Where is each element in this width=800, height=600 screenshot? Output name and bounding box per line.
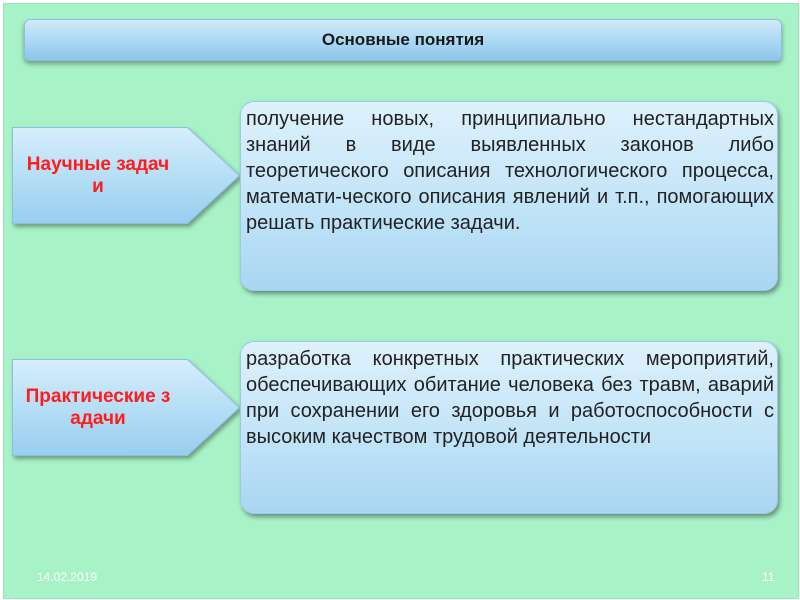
arrow-practical-tasks	[12, 359, 240, 456]
slide-title: Основные понятия	[321, 30, 485, 49]
footer-date: 14.02.2019	[37, 570, 98, 584]
arrow-label-scientific: Научные задачи	[26, 153, 170, 197]
slide	[3, 3, 799, 599]
title-bar	[24, 19, 782, 61]
definition-text-scientific: получение новых, принципиально нестандартных знаний в виде выявленных законов либо теоретического описания технологического процесса, математи-ческого описания явлений и т.п., помогающих решать практические задачи.	[246, 108, 774, 234]
definition-box-scientific	[240, 101, 778, 291]
definition-text-practical: разработка конкретных практических мероприятий, обеспечивающих обитание человека без травм, аварий при сохранении его здоровья и работоспособности с высоким качеством трудовой деятельности	[246, 348, 774, 448]
page-number: 11	[762, 570, 775, 584]
arrow-label-practical: Практические задачи	[25, 385, 171, 429]
definition-box-practical	[240, 341, 778, 514]
arrow-scientific-tasks	[12, 127, 240, 224]
